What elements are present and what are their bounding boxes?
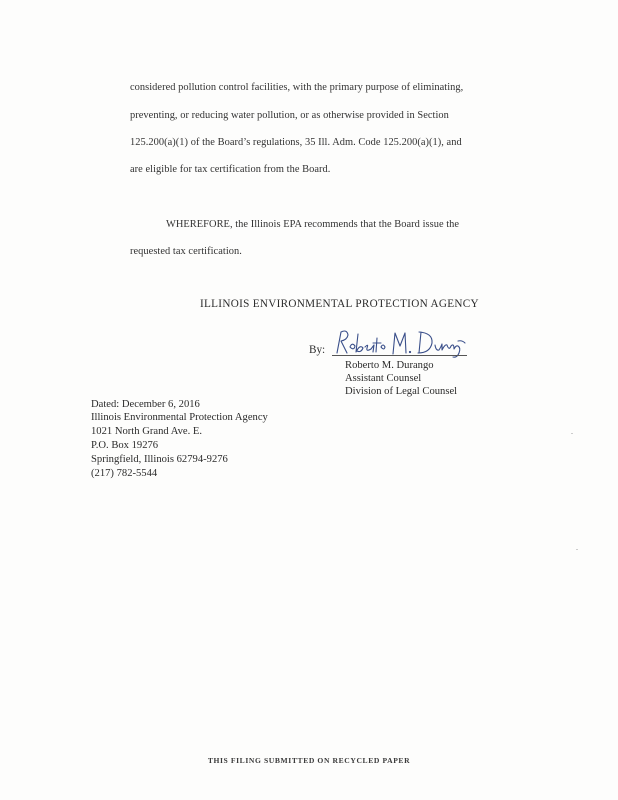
signer-division: Division of Legal Counsel (345, 386, 458, 397)
signer-title: Assistant Counsel (345, 373, 422, 384)
city-line: Springfield, Illinois 62794-9276 (91, 454, 228, 465)
body-line: preventing, or reducing water pollution, or as otherwise provided in Section (130, 110, 449, 121)
phone-line: (217) 782-5544 (91, 468, 158, 479)
date-line: Dated: December 6, 2016 (91, 399, 200, 410)
po-box-line: P.O. Box 19276 (91, 440, 159, 451)
body-line: 125.200(a)(1) of the Board’s regulations, 35 Ill. Adm. Code 125.200(a)(1), and (130, 137, 462, 148)
scan-speck (571, 433, 573, 434)
wherefore-line: requested tax certification. (130, 246, 242, 257)
agency-heading: ILLINOIS ENVIRONMENTAL PROTECTION AGENCY (200, 298, 479, 310)
body-line: are eligible for tax certification from the Board. (130, 164, 331, 175)
handwritten-signature (333, 326, 468, 362)
body-line: considered pollution control facilities, with the primary purpose of eliminating, (130, 82, 464, 93)
recycled-paper-footer: THIS FILING SUBMITTED ON RECYCLED PAPER (207, 756, 411, 765)
wherefore-line: WHEREFORE, the Illinois EPA recommends that the Board issue the (166, 219, 460, 230)
by-label: By: (309, 344, 326, 356)
signature-line (332, 355, 467, 356)
street-line: 1021 North Grand Ave. E. (91, 426, 203, 437)
scan-speck (576, 549, 578, 550)
organization-line: Illinois Environmental Protection Agency (91, 412, 268, 423)
signer-name: Roberto M. Durango (345, 360, 434, 371)
